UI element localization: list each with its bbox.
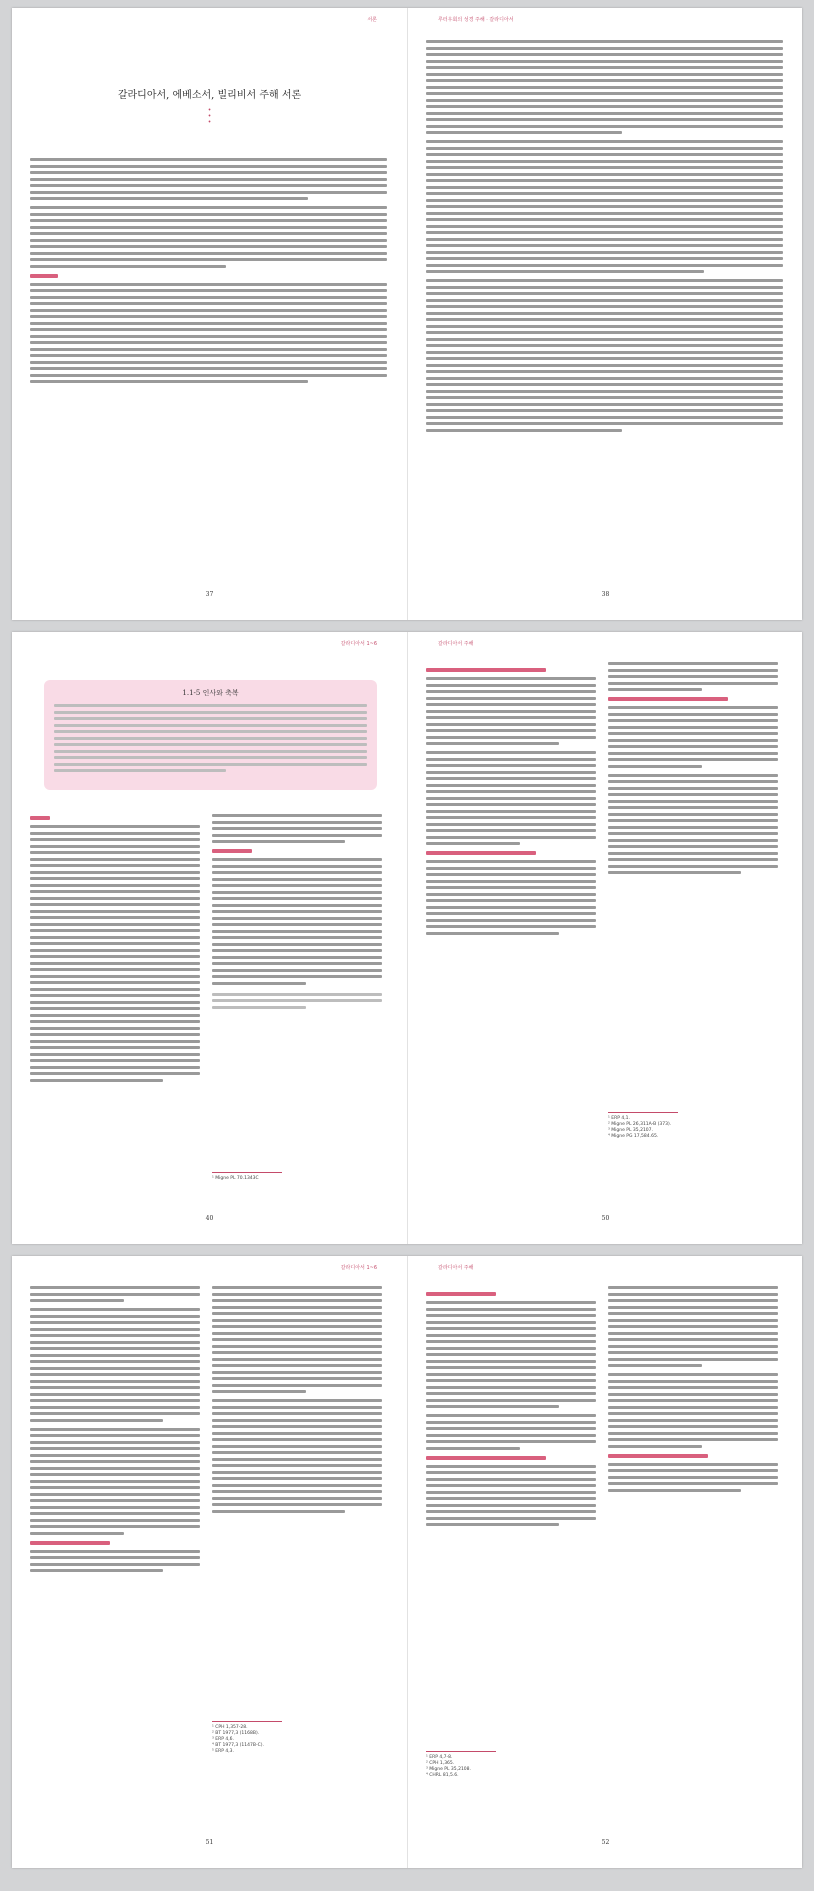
page-number: 38	[601, 591, 610, 598]
page-40	[12, 632, 407, 1244]
footnote: ³ Migne PL 35,2108.	[426, 1767, 471, 1772]
column-right	[212, 1286, 382, 1516]
footnote: ² CPH 1,365.	[426, 1761, 455, 1766]
page-number: 51	[205, 1839, 214, 1846]
column-right	[608, 662, 778, 878]
page-51	[12, 1256, 407, 1868]
footnote: ⁵ ERP 4,3.	[212, 1749, 234, 1754]
scripture-box-title: 1.1-5 인사와 축복	[182, 689, 239, 697]
footnote: ⁴ BT 1977,3 (1147B-C).	[212, 1743, 264, 1748]
footnote: ⁴ CHRL 81,5.6.	[426, 1773, 459, 1778]
running-head: 갈라디아서 주해	[438, 641, 474, 647]
page-52	[407, 1256, 803, 1868]
page-number: 37	[205, 591, 214, 598]
column-right	[212, 814, 382, 1012]
column-left	[30, 810, 200, 1085]
footnote: ² Migne PL 26,311A-B (373).	[608, 1122, 672, 1127]
footnote: ¹ ERP 4,7-8.	[426, 1755, 453, 1760]
footnote: ¹ ERP 4,1.	[608, 1116, 630, 1121]
page-38	[407, 8, 803, 620]
footnotes	[426, 1751, 786, 1779]
body-text-block	[426, 40, 783, 435]
footnote: ³ Migne PL 35,2107.	[608, 1128, 653, 1133]
footnotes	[212, 1721, 382, 1755]
scripture-box	[44, 680, 377, 790]
column-left	[426, 1286, 596, 1530]
chapter-title: 갈라디아서, 에베소서, 빌리비서 주해 서론	[117, 90, 302, 101]
column-left	[426, 662, 596, 938]
running-head: 서론	[367, 17, 377, 23]
footnote: ³ ERP 4,6.	[212, 1737, 234, 1742]
body-text-block	[30, 158, 387, 387]
ornament-dots: • • •	[207, 107, 212, 126]
page-number: 52	[601, 1839, 610, 1846]
column-left	[30, 1286, 200, 1576]
page-37	[12, 8, 407, 620]
column-right	[608, 1286, 778, 1495]
footnote: ⁴ Migne PG 17,584.65.	[608, 1134, 659, 1139]
spread-1	[12, 8, 802, 620]
running-head: 루터우회의 성경 주해 · 갈라디아서	[438, 17, 514, 23]
footnote: ² BT 1977,3 (1168B).	[212, 1731, 260, 1736]
footnote: ¹ Migne PL 70.1343C	[212, 1176, 259, 1181]
footnotes	[608, 1112, 778, 1140]
footnote: ¹ CPH 1,357-28.	[212, 1725, 248, 1730]
page-number: 50	[601, 1215, 610, 1222]
running-head: 갈라디아서 주해	[438, 1265, 474, 1271]
running-head: 갈라디아서 1~6	[340, 1265, 377, 1271]
footnotes	[212, 1172, 382, 1182]
page-number: 40	[205, 1215, 214, 1222]
running-head: 갈라디아서 1~6	[340, 641, 377, 647]
page-50	[407, 632, 803, 1244]
spread-2	[12, 632, 802, 1244]
spread-3	[12, 1256, 802, 1868]
